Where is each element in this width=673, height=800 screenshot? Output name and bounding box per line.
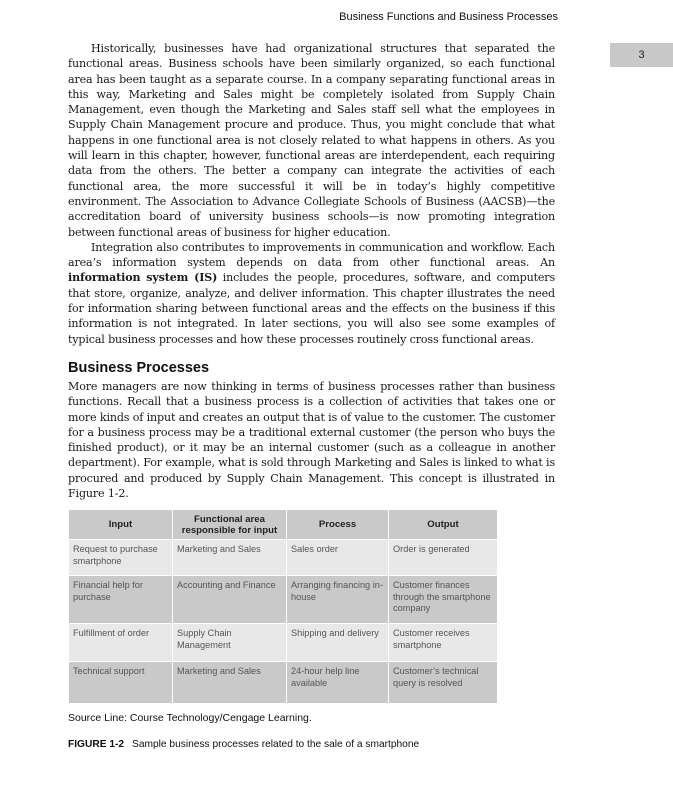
- column-header-process: Process: [287, 510, 389, 540]
- figure-caption: [68, 739, 419, 750]
- table-cell: 24-hour help line available: [287, 662, 389, 704]
- section-text: [68, 379, 555, 501]
- table-header-row: [69, 510, 498, 540]
- table-cell: Customer’s technical query is resolved: [389, 662, 498, 704]
- para2-start: Integration also contributes to improvements in communication and workflow. Each area’s information system depends on data from other functional areas. An: [68, 240, 555, 270]
- table-row: [69, 576, 498, 624]
- table-row: [69, 624, 498, 662]
- table-cell: Customer finances through the smartphone company: [389, 576, 498, 624]
- intro-paragraph-2: [68, 240, 555, 347]
- table-cell: Request to purchase smartphone: [69, 540, 173, 576]
- section-heading: Business Processes: [68, 360, 210, 376]
- table-cell: Accounting and Finance: [173, 576, 287, 624]
- table-cell: Customer receives smartphone: [389, 624, 498, 662]
- key-term-information-system: information system (IS): [68, 271, 218, 285]
- table-row: [69, 662, 498, 704]
- table-cell: Fulfillment of order: [69, 624, 173, 662]
- table-cell: Sales order: [287, 540, 389, 576]
- table-cell: Marketing and Sales: [173, 540, 287, 576]
- business-processes-table: [68, 509, 498, 704]
- table-cell: Supply Chain Management: [173, 624, 287, 662]
- section-paragraph: More managers are now thinking in terms of business processes rather than business functions. Recall that a business process is a collection of activities that takes one or more kinds of input and creates an output that is of value to the customer. The customer for a business process may be a traditional external customer (the person who buys the finished product), or it may be an internal customer (such as a colleague in another department). For example, what is sold through Marketing and Sales is linked to what is procured and produced by Supply Chain Management. This concept is illustrated in Figure 1-2.: [68, 380, 555, 501]
- intro-paragraph-1: Historically, businesses have had organizational structures that separated the functional areas. Business schools have been similarly organized, so each functional area has been taught as a separate course. In a company separating functional areas in this way, Marketing and Sales might be completely isolated from Supply Chain Management, even though the Marketing and Sales staff sell what the employees in Supply Chain Management procure and produce. Thus, you might conclude that what happens in one functional area is not closely related to what happens in others. As you will learn in this chapter, however, functional areas are interdependent, each requiring data from the others. The better a company can integrate the activities of each functional area, the more successful it will be in today’s highly competitive environment. The Association to Advance Collegiate Schools of Business (AACSB)—the accreditation board of university business schools—is now promoting integration between functional areas of business for higher education.: [68, 42, 555, 239]
- table-cell: Marketing and Sales: [173, 662, 287, 704]
- table-row: [69, 540, 498, 576]
- column-header-functional-area: Functional area responsible for input: [173, 510, 287, 540]
- intro-text: [68, 41, 555, 347]
- table-cell: Order is generated: [389, 540, 498, 576]
- column-header-input: Input: [69, 510, 173, 540]
- table-cell: Technical support: [69, 662, 173, 704]
- page-number-tab: 3: [610, 43, 673, 67]
- table-cell: Shipping and delivery: [287, 624, 389, 662]
- running-head: Business Functions and Business Processes: [339, 11, 558, 23]
- table-cell: Financial help for purchase: [69, 576, 173, 624]
- column-header-output: Output: [389, 510, 498, 540]
- table-cell: Arranging financing in-house: [287, 576, 389, 624]
- source-line: Source Line: Course Technology/Cengage Learning.: [68, 712, 312, 724]
- para2-end: includes the people, procedures, software, and computers that store, organize, analyze, and deliver information. This chapter illustrates the need for information sharing between functional areas and the effects on the business if this information is not integrated. In later sections, you will also see some examples of typical business processes and how these processes routinely cross functional areas.: [68, 271, 555, 346]
- figure-caption-text: Sample business processes related to the sale of a smartphone: [132, 739, 420, 750]
- figure-label: FIGURE 1-2: [68, 739, 125, 750]
